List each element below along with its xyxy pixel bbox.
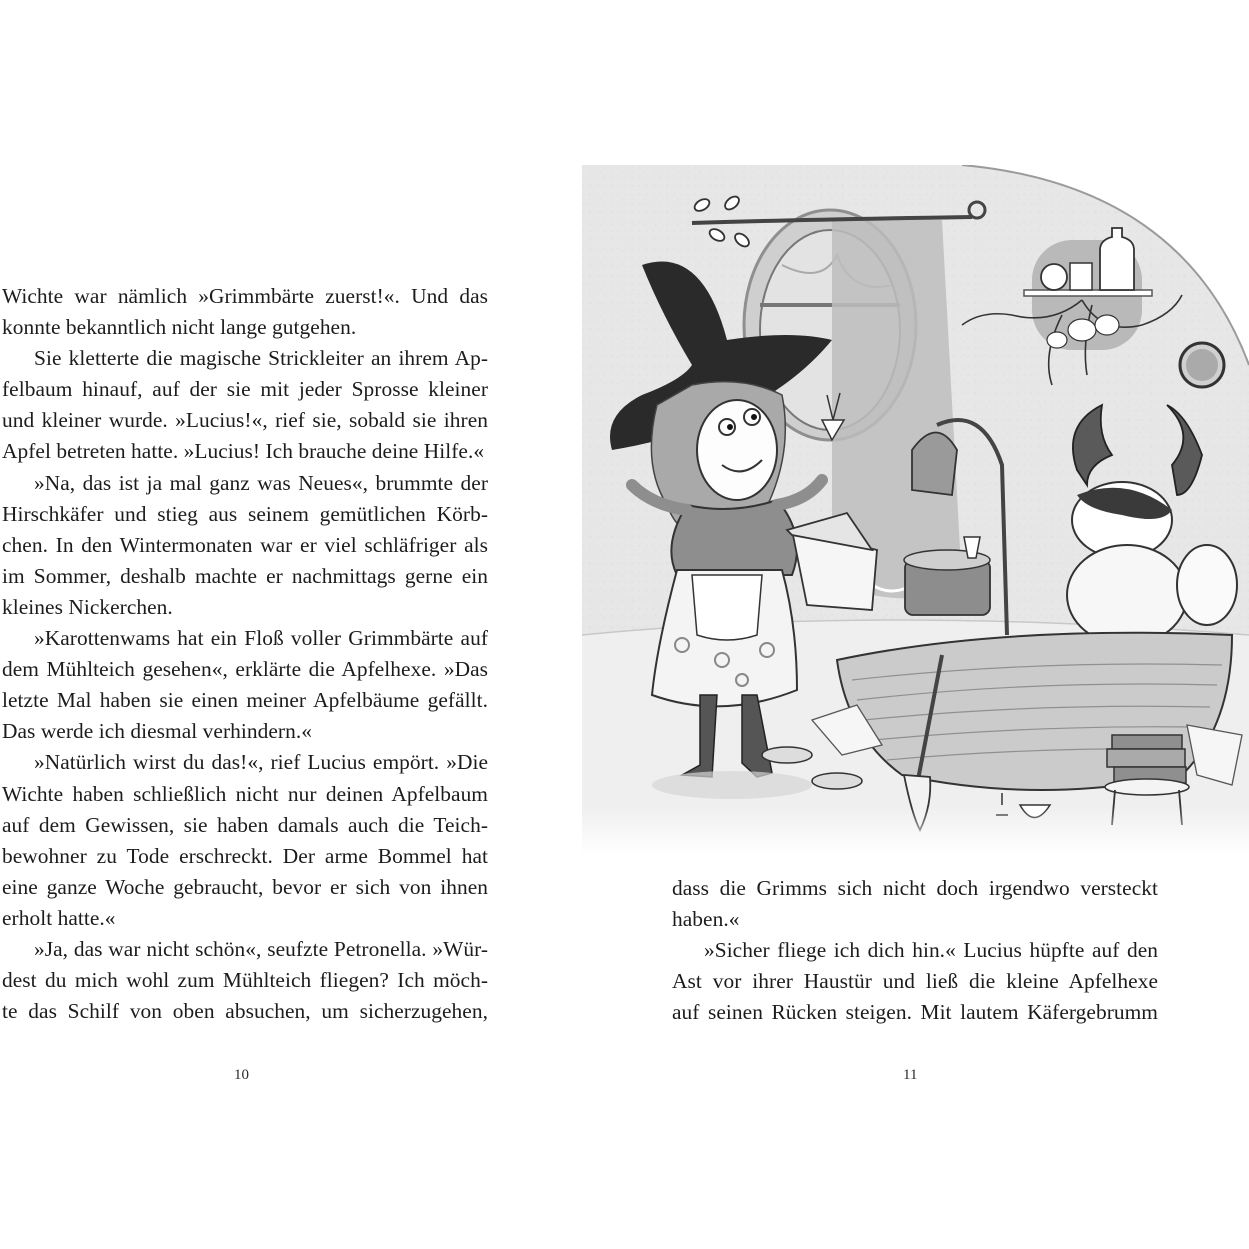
text-line: kleines Nickerchen. [2,594,173,619]
illustration-witch-and-beetle [582,165,1249,855]
text-line: »Natürlich wirst du das!«, rief Lucius empört. »Die [34,750,488,775]
left-page [0,0,600,1249]
text-line: Wichte war nämlich »Grimmbärte zuerst!«. Und das [2,284,488,308]
text-line: Hirschkäfer und stieg aus seinem gemütlichen Körb- [2,501,488,526]
page-number-right: 11 [903,1067,918,1083]
text-line: im Sommer, deshalb machte er nachmittags gerne ein [2,563,488,588]
text-line: auf dem Gewissen, sie haben damals auch die Teich- [2,812,488,837]
text-line: und kleiner wurde. »Lucius!«, rief sie, sobald sie ihren [2,408,488,433]
text-line: dem Mühlteich gesehen«, erklärte die Apfelhexe. »Das [2,657,488,682]
text-line: erholt hatte.« [2,905,116,930]
text-line: dass die Grimms sich nicht doch irgendwo versteckt [672,876,1158,900]
text-line: Wichte haben schließlich nicht nur deinen Apfelbaum [2,781,488,806]
text-line: »Sicher fliege ich dich hin.« Lucius hüpfte auf den [704,938,1158,963]
page-number-left: 10 [234,1067,249,1083]
text-line: eine ganze Woche gebraucht, bevor er sich von ihnen [2,874,488,899]
right-page [600,0,1249,1249]
text-line: chen. In den Wintermonaten war er viel schläfriger als [2,532,488,557]
right-page-body-text [672,873,1158,1028]
text-line: auf seinen Rücken steigen. Mit lautem Käfergebrumm [672,1000,1158,1025]
illustration-drawing [582,165,1249,855]
text-line: »Karottenwams hat ein Floß voller Grimmbärte auf [34,626,488,651]
text-line: konnte bekanntlich nicht lange gutgehen. [2,315,357,340]
text-line: »Na, das ist ja mal ganz was Neues«, brummte der [34,470,488,495]
text-line: »Ja, das war nicht schön«, seufzte Petronella. »Wür- [34,936,488,961]
text-line: bewohner zu Tode erschreckt. Der arme Bommel hat [2,843,488,868]
text-line: Das werde ich diesmal verhindern.« [2,719,312,744]
left-page-body-text [2,281,488,1027]
text-line: te das Schilf von oben absuchen, um sicherzugehen, [2,999,488,1024]
text-line: Sie kletterte die magische Strickleiter an ihrem Ap- [34,346,488,371]
text-line: haben.« [672,907,740,932]
text-line: Ast vor ihrer Haustür und ließ die kleine Apfelhexe [672,969,1158,994]
text-line: felbaum hinauf, auf der sie mit jeder Sprosse kleiner [2,377,488,402]
text-line: letzte Mal haben sie einen meiner Apfelbäume gefällt. [2,688,488,713]
text-line: dest du mich wohl zum Mühlteich fliegen? Ich möch- [2,968,488,993]
text-line: Apfel betreten hatte. »Lucius! Ich brauche deine Hilfe.« [2,439,485,464]
